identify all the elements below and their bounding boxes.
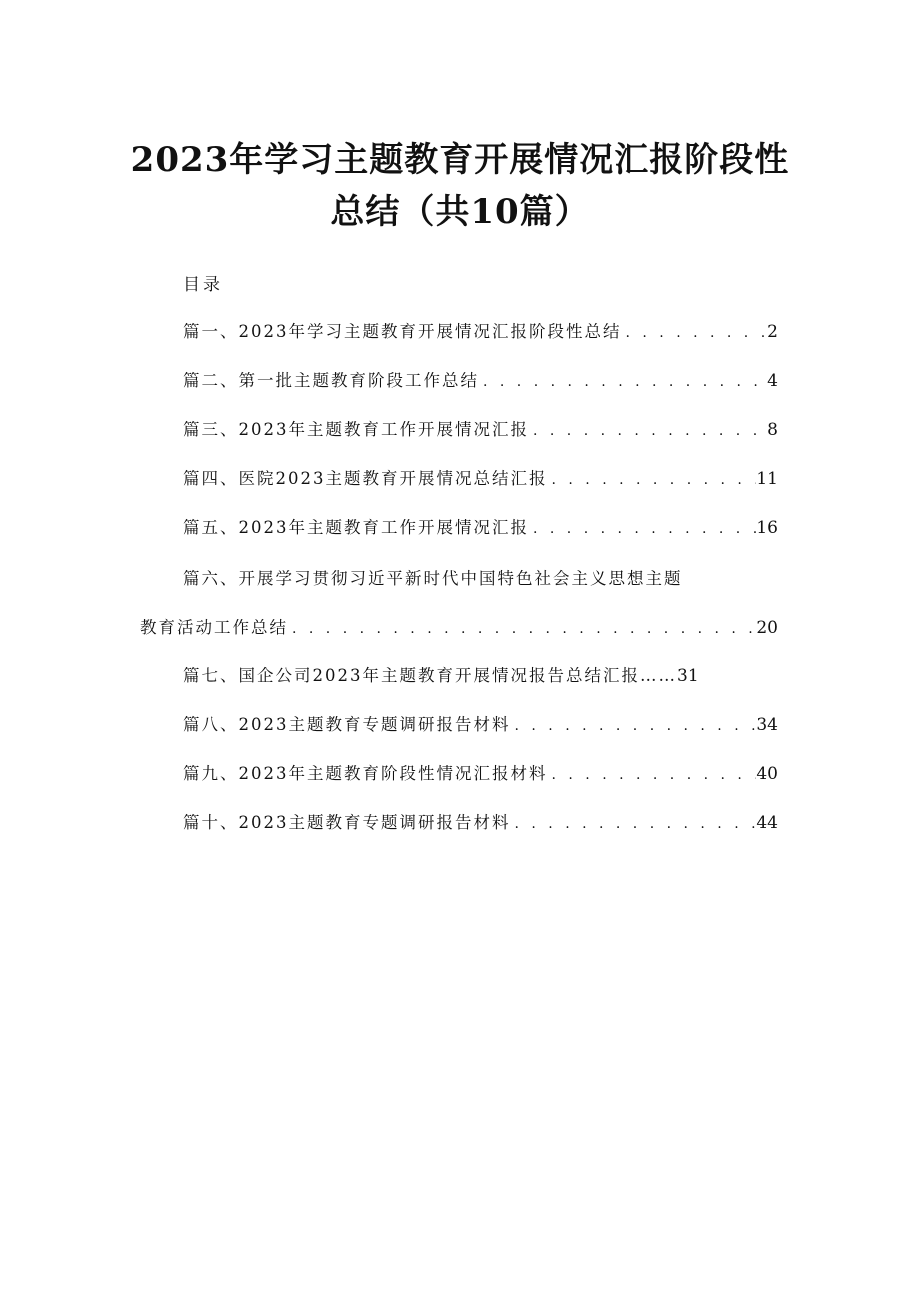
toc-page-number: 8 [767,420,778,440]
toc-heading: 目录 [183,275,223,295]
toc-entry-3[interactable] [183,416,778,444]
document-title-line-2: 总结（共10篇） [330,192,590,232]
toc-leader-dots [622,319,768,347]
toc-page-number: 40 [756,764,778,784]
toc-entry-9[interactable] [183,760,778,788]
toc-leader-dots [548,466,757,494]
toc-entry-label: 篇五、2023年主题教育工作开展情况汇报 [183,518,529,537]
toc-page-number: 34 [756,715,778,735]
toc-entry-label: 篇九、2023年主题教育阶段性情况汇报材料 [183,764,548,783]
toc-entry-label: 篇一、2023年学习主题教育开展情况汇报阶段性总结 [183,322,622,341]
toc-page-number: 16 [756,518,778,538]
toc-page-number: 4 [767,371,778,391]
toc-leader-dots [288,615,756,643]
toc-page-number: 44 [756,813,778,833]
toc-leader-dots [511,712,757,740]
toc-page-number: 11 [756,469,778,489]
toc-leader-dots [529,417,767,445]
toc-entry-label: 篇七、国企公司2023年主题教育开展情况报告总结汇报…… [183,666,677,685]
toc-entry-6-line-1[interactable]: 篇六、开展学习贯彻习近平新时代中国特色社会主义思想主题 [183,569,683,588]
toc-page-number: 31 [677,666,699,686]
toc-entry-label: 篇十、2023主题教育专题调研报告材料 [183,813,511,832]
document-title-line-1: 2023年学习主题教育开展情况汇报阶段性 [130,140,790,180]
toc-leader-dots [479,368,767,396]
toc-page-number: 20 [756,618,778,638]
toc-entry-1[interactable] [183,318,778,346]
toc-entry-6[interactable] [140,614,778,642]
toc-entry-5[interactable] [183,514,778,542]
toc-entry-label: 篇四、医院2023主题教育开展情况总结汇报 [183,469,548,488]
toc-leader-dots [529,515,756,543]
toc-entry-4[interactable] [183,465,778,493]
toc-leader-dots [511,810,757,838]
toc-leader-dots [548,761,757,789]
toc-entry-label: 篇二、第一批主题教育阶段工作总结 [183,371,479,390]
toc-entry-label: 教育活动工作总结 [140,618,288,637]
toc-page-number: 2 [767,322,778,342]
toc-entry-10[interactable] [183,809,778,837]
toc-entry-2[interactable] [183,367,778,395]
toc-entry-8[interactable] [183,711,778,739]
toc-entry-7[interactable] [183,662,778,690]
toc-entry-label: 篇三、2023年主题教育工作开展情况汇报 [183,420,529,439]
toc-entry-label: 篇八、2023主题教育专题调研报告材料 [183,715,511,734]
